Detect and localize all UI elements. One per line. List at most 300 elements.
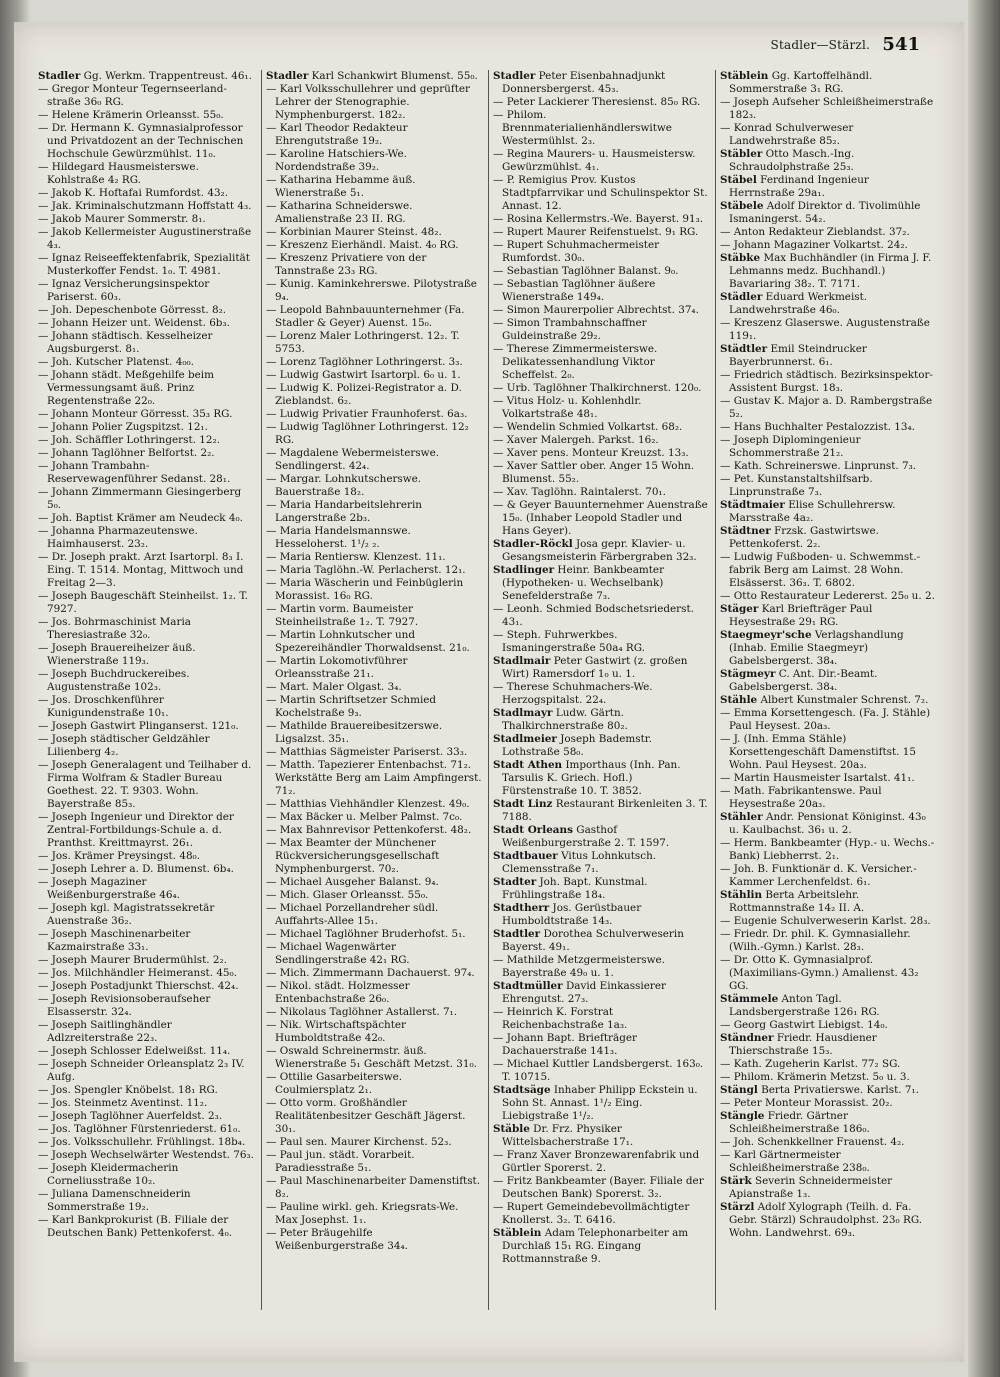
directory-entry [493, 798, 709, 824]
entry-text: — Jos. Volksschullehr. Frühlingst. 18b₄. [38, 1136, 246, 1148]
directory-entry [266, 980, 482, 1006]
directory-entry [38, 252, 255, 278]
directory-entry [493, 538, 709, 564]
entry-surname: Stäblein [493, 1227, 542, 1239]
entry-text: Adolf Direktor d. Tivolimühle Ismaningerst. 54₂. [729, 200, 921, 225]
entry-text: — Jakob Maurer Sommerstr. 8₁. [38, 213, 206, 225]
entry-text: — Dr. Joseph prakt. Arzt Isartorpl. 8₃ I. Eing. T. 1514. Montag, Mittwoch und Freitag 2—3. [38, 551, 244, 589]
entry-text: — Joseph Maurer Brudermühlst. 2₂. [38, 954, 227, 966]
directory-entry [720, 694, 936, 707]
directory-entry [38, 1214, 255, 1240]
directory-entry [720, 785, 936, 811]
entry-text: — Jak. Kriminalschutzmann Hoffstatt 4₃. [38, 200, 252, 212]
entry-surname: Stängle [720, 1110, 765, 1122]
entry-text: — Rosina Kellermstrs.-We. Bayerst. 91₃. [493, 213, 704, 225]
entry-text: Anton Tagl. Landsbergerstraße 126₁ RG. [729, 993, 880, 1018]
directory-entry [266, 551, 482, 564]
entry-text: — Joseph Brauereiheizer äuß. Wienerstraße 119₃. [38, 642, 196, 667]
entry-surname: Stadtsäge [493, 1084, 551, 1096]
entry-text: — Ludwig Fußboden- u. Schwemmst.-fabrik Berg am Laimst. 28 Wohn. Elsässerst. 36₃. T. 6802. [720, 551, 921, 589]
entry-surname: Stadlinger [493, 564, 555, 576]
directory-entry [493, 1123, 709, 1149]
entry-text: — Ottilie Gasarbeiterswe. Coulmiersplatz 2₁. [266, 1071, 403, 1096]
entry-text: — Ludwig Privatier Fraunhoferst. 6a₃. [266, 408, 468, 420]
entry-text: — Joseph Schlosser Edelweißst. 11₄. [38, 1045, 231, 1057]
entry-text: — Xaver Sattler ober. Anger 15 Wohn. Blumenst. 55₂. [493, 460, 695, 485]
entry-text: — Katharina Schneiderswe. Amalienstraße 23 II. RG. [266, 200, 413, 225]
directory-entry [720, 525, 936, 551]
entry-text: Gasthof Weißenburgerstraße 2. T. 1597. [502, 824, 670, 849]
directory-entry [38, 850, 255, 863]
entry-text: — Joseph Buchdruckereibes. Augustenstraße 102₃. [38, 668, 190, 693]
entry-surname: Stäbele [720, 200, 764, 212]
entry-text: Gg. Werkm. Trappentreust. 46₁. [83, 70, 252, 82]
entry-surname: Stadt Orleans [493, 824, 573, 836]
entry-text: — Johann Trambahn-Reservewagenführer Sedanst. 28₁. [38, 460, 231, 485]
directory-entry [720, 733, 936, 772]
entry-text: — Leopold Bahnbauunternehmer (Fa. Stadler & Geyer) Auenst. 15₀. [266, 304, 465, 329]
directory-entry [266, 70, 482, 83]
directory-entry [38, 876, 255, 902]
directory-entry [38, 1188, 255, 1214]
entry-text: — Fritz Bankbeamter (Bayer. Filiale der Deutschen Bank) Sporerst. 3₂. [493, 1175, 704, 1200]
entry-surname: Stadtbauer [493, 850, 558, 862]
entry-text: — Jos. Milchhändler Heimeranst. 45₀. [38, 967, 238, 979]
directory-entry [493, 213, 709, 226]
entry-surname: Stadtler [493, 928, 541, 940]
directory-entry [38, 1136, 255, 1149]
directory-entry [38, 1123, 255, 1136]
entry-text: — Anton Redakteur Zieblandst. 37₂. [720, 226, 910, 238]
directory-entry [38, 226, 255, 252]
directory-entry [720, 252, 936, 291]
entry-surname: Stadler [493, 70, 536, 82]
entry-text: — Regina Maurers- u. Hausmeistersw. Gewürzmühlst. 4₁. [493, 148, 696, 173]
entry-text: — Philom. Krämerin Metzst. 5₀ u. 3. [720, 1071, 910, 1083]
entry-text: — Joseph kgl. Magistratssekretär Auenstraße 36₂. [38, 902, 215, 927]
directory-entry [266, 499, 482, 525]
entry-text: — Peter Lackierer Theresienst. 85₀ RG. [493, 96, 701, 108]
directory-entry [266, 1045, 482, 1071]
directory-entry [266, 226, 482, 239]
directory-entry [38, 70, 255, 83]
directory-entry [720, 1136, 936, 1149]
directory-entry [720, 629, 936, 668]
directory-entry [493, 70, 709, 96]
entry-text: — Johann städt. Meßgehilfe beim Vermessungsamt äuß. Prinz Regentenstraße 22₀. [38, 369, 214, 407]
entry-text: Berta Privatierswe. Karlst. 7₁. [761, 1084, 919, 1096]
entry-text: — Gustav K. Major a. D. Rambergstraße 5₂. [720, 395, 933, 420]
directory-entry [38, 954, 255, 967]
directory-entry [266, 811, 482, 824]
entry-text: — Nikol. städt. Holzmesser Entenbachstraße 26₀. [266, 980, 410, 1005]
entry-text: — Jakob Kellermeister Augustinerstraße 4₃. [38, 226, 252, 251]
book-page-edge [968, 0, 1000, 1377]
entry-surname: Ständner [720, 1032, 774, 1044]
directory-entry [720, 148, 936, 174]
directory-entry [266, 525, 482, 551]
entry-text: Albert Kunstmaler Schrenst. 7₂. [760, 694, 929, 706]
entry-text: — Math. Fabrikantenswe. Paul Heysestraße 20a₃. [720, 785, 882, 810]
directory-entry [266, 239, 482, 252]
directory-entry [720, 1201, 936, 1240]
directory-entry [266, 824, 482, 837]
entry-text: — Joseph Wechselwärter Westendst. 76₃. [38, 1149, 254, 1161]
entry-text: — Magdalene Webermeisterswe. Sendlingerst. 42₄. [266, 447, 440, 472]
directory-entry [38, 460, 255, 486]
directory-entry [38, 122, 255, 161]
directory-columns [34, 70, 938, 1310]
entry-text: — Michael Taglöhner Bruderhofst. 5₁. [266, 928, 466, 940]
entry-text: — Joseph Maschinenarbeiter Kazmairstraße 33₁. [38, 928, 191, 953]
entry-surname: Stadt Athen [493, 759, 563, 771]
directory-entry [493, 1201, 709, 1227]
directory-entry [720, 707, 936, 733]
entry-text: Importhaus (Inh. Pan. Tarsulis K. Griech. Hofl.) Fürstenstraße 10. T. 3852. [502, 759, 681, 797]
directory-entry [38, 720, 255, 733]
directory-entry [38, 1045, 255, 1058]
entry-text: — Martin Lohnkutscher und Spezereihändler Thorwaldsenst. 21₀. [266, 629, 470, 654]
entry-text: Peter Eisenbahnadjunkt Donnersbergerst. 45₃. [502, 70, 666, 95]
entry-text: — Kreszenz Privatiere von der Tannstraße 23₃ RG. [266, 252, 427, 277]
directory-entry [266, 1071, 482, 1097]
entry-text: — Eugenie Schulverweserin Karlst. 28₃. [720, 915, 931, 927]
entry-text: — Joseph Postadjunkt Thierschst. 42₄. [38, 980, 239, 992]
directory-entry [38, 551, 255, 590]
directory-entry [38, 200, 255, 213]
directory-entry [266, 1006, 482, 1019]
directory-entry [38, 967, 255, 980]
directory-entry [266, 174, 482, 200]
entry-text: — Karoline Hatschiers-We. Nordendstraße 39₂. [266, 148, 407, 173]
directory-entry [720, 1071, 936, 1084]
directory-entry [493, 902, 709, 928]
entry-text: — Paul Maschinenarbeiter Damenstiftst. 8₂. [266, 1175, 481, 1200]
directory-entry [266, 356, 482, 369]
entry-text: — Urb. Taglöhner Thalkirchnerst. 120₀. [493, 382, 702, 394]
directory-entry [38, 1097, 255, 1110]
directory-column-4 [715, 70, 936, 1310]
directory-column-1 [34, 70, 255, 1310]
entry-text: — Hans Buchhalter Pestalozzist. 13₄. [720, 421, 915, 433]
directory-entry [720, 226, 936, 239]
entry-text: — Otto Restaurateur Ledererst. 25₀ u. 2. [720, 590, 935, 602]
entry-text: — Korbinian Maurer Steinst. 48₂. [266, 226, 442, 238]
entry-text: — Karl Theodor Redakteur Ehrengutstraße 19₂. [266, 122, 408, 147]
entry-text: — Max Bäcker u. Melber Palmst. 7c₀. [266, 811, 463, 823]
directory-entry [266, 655, 482, 681]
directory-entry [266, 1149, 482, 1175]
directory-entry [266, 1019, 482, 1045]
directory-entry [493, 564, 709, 603]
entry-text: Joseph Bademstr. Lothstraße 58₀. [502, 733, 652, 758]
entry-text: — Pet. Kunstanstaltshilfsarb. Linprunstraße 7₃. [720, 473, 873, 498]
directory-entry [266, 603, 482, 629]
entry-text: Severin Schneidermeister Apianstraße 1₃. [729, 1175, 893, 1200]
entry-text: — Juliana Damenschneiderin Sommerstraße 19₂. [38, 1188, 191, 1213]
entry-text: Friedr. Hausdiener Thierschstraße 15₃. [729, 1032, 877, 1057]
directory-entry [493, 681, 709, 707]
directory-entry [266, 577, 482, 603]
directory-entry [38, 1058, 255, 1084]
entry-surname: Städtler [720, 343, 768, 355]
entry-text: — Joh. B. Funktionär d. K. Versicher.-Kammer Lerchenfeldst. 6₁. [720, 863, 917, 888]
directory-entry [720, 1110, 936, 1136]
entry-text: — Michael Porzellandreher südl. Auffahrts-Allee 15₁. [266, 902, 439, 927]
entry-surname: Stadler [38, 70, 81, 82]
entry-text: — Peter Bräugehilfe Weißenburgerstraße 34₄. [266, 1227, 408, 1252]
directory-entry [493, 655, 709, 681]
directory-entry [720, 590, 936, 603]
directory-entry [493, 707, 709, 733]
directory-entry [493, 850, 709, 876]
directory-entry [266, 278, 482, 304]
directory-entry [493, 1149, 709, 1175]
directory-entry [493, 928, 709, 954]
directory-entry [720, 1032, 936, 1058]
entry-text: — Mich. Glaser Orleansst. 55₀. [266, 889, 429, 901]
directory-entry [720, 200, 936, 226]
entry-text: — Simon Maurerpolier Albrechtst. 37₄. [493, 304, 699, 316]
entry-text: — Pauline wirkl. geh. Kriegsrats-We. Max Josephst. 1₁. [266, 1201, 459, 1226]
entry-text: Ferdinand Ingenieur Herrnstraße 29a₁. [729, 174, 869, 199]
directory-entry [38, 421, 255, 434]
directory-entry [720, 395, 936, 421]
directory-entry [493, 1175, 709, 1201]
directory-entry [38, 733, 255, 759]
entry-text: — Johann Bapt. Briefträger Dachauerstraße 141₃. [493, 1032, 637, 1057]
directory-entry [266, 759, 482, 798]
entry-surname: Stärzl [720, 1201, 755, 1213]
entry-text: — Joseph Magaziner Weißenburgerstraße 46₄. [38, 876, 180, 901]
directory-entry [38, 1084, 255, 1097]
entry-text: — & Geyer Bauunternehmer Auenstraße 15₀. (Inhaber Leopold Stadler und Hans Geyer). [493, 499, 708, 537]
directory-entry [266, 1175, 482, 1201]
directory-entry [38, 1019, 255, 1045]
entry-text: — Joseph Baugeschäft Steinheilst. 1₂. T. 7927. [38, 590, 249, 615]
entry-text: — Joseph Generalagent und Teilhaber d. Firma Wolfram & Stadler Bureau Goethest. 22. T. 9303. Wohn. Bayerstraße 85₃. [38, 759, 252, 810]
directory-entry [720, 122, 936, 148]
directory-entry [266, 1227, 482, 1253]
directory-entry [493, 278, 709, 304]
entry-text: Berta Arbeitslehr. Rottmannstraße 14₂ II. A. [729, 889, 865, 914]
directory-entry [493, 1058, 709, 1084]
directory-entry [493, 1006, 709, 1032]
entry-text: — Johann städtisch. Kesselheizer Augsburgerst. 8₁. [38, 330, 213, 355]
page-number: 541 [882, 34, 920, 55]
entry-text: — Joseph Taglöhner Auerfeldst. 2₃. [38, 1110, 223, 1122]
directory-entry [38, 356, 255, 369]
directory-entry [38, 642, 255, 668]
directory-entry [720, 369, 936, 395]
directory-entry [38, 863, 255, 876]
directory-entry [38, 187, 255, 200]
entry-text: — Karl Bankprokurist (B. Filiale der Deutschen Bank) Pettenkoferst. 4₀. [38, 1214, 233, 1239]
entry-text: — Helene Krämerin Orleansst. 55₀. [38, 109, 224, 121]
entry-text: Max Buchhändler (in Firma J. F. Lehmanns medz. Buchhandl.) Bavariaring 38₂. T. 7171. [729, 252, 932, 290]
entry-text: — Joh. Baptist Krämer am Neudeck 4₀. [38, 512, 243, 524]
directory-entry [266, 369, 482, 382]
directory-entry [38, 486, 255, 512]
entry-surname: Stadlmeier [493, 733, 557, 745]
directory-entry [38, 668, 255, 694]
entry-text: — Dr. Hermann K. Gymnasialprofessor und Privatdozent an der Technischen Hochschule Gewürzmühlst. 11₀. [38, 122, 244, 160]
directory-entry [266, 408, 482, 421]
directory-entry [38, 161, 255, 187]
directory-entry [493, 824, 709, 850]
directory-entry [493, 434, 709, 447]
entry-text: — Johann Taglöhner Belfortst. 2₂. [38, 447, 215, 459]
directory-entry [720, 1019, 936, 1032]
entry-text: Dr. Frz. Physiker Wittelsbacherstraße 17₁. [502, 1123, 634, 1148]
entry-text: — Lorenz Maler Lothringerst. 12₂. T. 5753. [266, 330, 460, 355]
entry-text: — Kath. Zugeherin Karlst. 77₂ SG. [720, 1058, 901, 1070]
directory-entry [493, 759, 709, 798]
directory-entry [720, 239, 936, 252]
entry-text: — Johann Monteur Görresst. 35₃ RG. [38, 408, 233, 420]
entry-text: — Michael Ausgeher Balanst. 9₄. [266, 876, 439, 888]
entry-surname: Stadt Linz [493, 798, 553, 810]
directory-entry [266, 837, 482, 876]
entry-text: — Emma Korsettengesch. (Fa. J. Stähle) Paul Heysest. 20a₃. [720, 707, 931, 732]
entry-text: — Ludwig K. Polizei-Registrator a. D. Zieblandst. 6₂. [266, 382, 462, 407]
directory-entry [720, 1058, 936, 1071]
entry-text: — Konrad Schulverweser Landwehrstraße 85₂. [720, 122, 854, 147]
directory-entry [493, 96, 709, 109]
directory-entry [493, 109, 709, 148]
entry-text: — Matthias Sägmeister Pariserst. 33₃. [266, 746, 468, 758]
entry-text: — Rupert Schuhmachermeister Rumfordst. 30₀. [493, 239, 660, 264]
entry-text: C. Ant. Dir.-Beamt. Gabelsbergerst. 38₄. [729, 668, 878, 693]
directory-entry [266, 382, 482, 408]
entry-text: — Johann Polier Zugspitzst. 12₁. [38, 421, 208, 433]
directory-entry [720, 889, 936, 915]
entry-text: — Ignaz Reiseeffektenfabrik, Spezialität Musterkoffer Fendst. 1₀. T. 4981. [38, 252, 250, 277]
entry-surname: Stägmeyr [720, 668, 776, 680]
entry-text: — Jos. Taglöhner Fürstenriederst. 61₀. [38, 1123, 241, 1135]
entry-text: Otto Masch.-Ing. Schraudolphstraße 25₃. [729, 148, 855, 173]
entry-text: — Joseph Ingenieur und Direktor der Zentral-Fortbildungs-Schule a. d. Pranthst. Kreittmayrst. 26₁. [38, 811, 234, 849]
entry-text: — Maria Handarbeitslehrerin Langerstraße 2b₃. [266, 499, 422, 524]
entry-text: — Maria Taglöhn.-W. Perlacherst. 12₁. [266, 564, 466, 576]
entry-surname: Stäbke [720, 252, 761, 264]
entry-surname: Stadler-Röckl [493, 538, 573, 550]
entry-text: — Peter Monteur Morassist. 20₂. [720, 1097, 893, 1109]
directory-entry [266, 473, 482, 499]
entry-text: — Vitus Holz- u. Kohlenhdlr. Volkartstraße 48₁. [493, 395, 642, 420]
directory-entry [493, 1227, 709, 1266]
directory-entry [266, 694, 482, 720]
entry-text: — Xaver pens. Monteur Kreuzst. 13₃. [493, 447, 689, 459]
directory-entry [720, 915, 936, 928]
entry-text: — Kreszenz Glaserswe. Augustenstraße 119₁. [720, 317, 930, 342]
entry-text: — Kreszenz Eierhändl. Maist. 4₀ RG. [266, 239, 459, 251]
entry-surname: Stäbler [720, 148, 763, 160]
directory-entry [38, 759, 255, 811]
directory-entry [493, 226, 709, 239]
directory-entry [38, 304, 255, 317]
directory-entry [266, 720, 482, 746]
entry-text: — Xav. Taglöhn. Raintalerst. 70₁. [493, 486, 666, 498]
directory-entry [38, 616, 255, 642]
directory-entry [720, 1097, 936, 1110]
entry-surname: Städtner [720, 525, 771, 537]
entry-text: — Maria Wäscherin und Feinbüglerin Morassist. 16₀ RG. [266, 577, 464, 602]
entry-text: — Paul jun. städt. Vorarbeit. Paradiesstraße 5₁. [266, 1149, 415, 1174]
entry-text: — Maria Handelsmannswe. Hesseloherst. 1¹/₂ ₂. [266, 525, 411, 550]
directory-entry [720, 421, 936, 434]
directory-entry [493, 1084, 709, 1123]
entry-text: — Joseph Schneider Orleansplatz 2₃ IV. Aufg. [38, 1058, 245, 1083]
directory-entry [266, 122, 482, 148]
directory-entry [38, 928, 255, 954]
directory-entry [493, 447, 709, 460]
directory-entry [38, 512, 255, 525]
entry-text: — Martin Hausmeister Isartalst. 41₁. [720, 772, 915, 784]
directory-entry [38, 408, 255, 421]
entry-text: Elise Schullehrersw. Marsstraße 4a₂. [729, 499, 896, 524]
directory-entry [493, 148, 709, 174]
directory-entry [493, 876, 709, 902]
directory-entry [38, 213, 255, 226]
directory-entry [720, 70, 936, 96]
directory-entry [493, 603, 709, 629]
directory-entry [720, 460, 936, 473]
directory-entry [266, 148, 482, 174]
directory-entry [493, 174, 709, 213]
directory-entry [266, 941, 482, 967]
entry-text: — P. Remigius Prov. Kustos Stadtpfarrvikar und Schulinspektor St. Annast. 12. [493, 174, 708, 212]
entry-text: Josa gepr. Klavier- u. Gesangsmeisterin Färbergraben 32₃. [502, 538, 697, 563]
entry-text: — Joseph Diplomingenieur Schommerstraße 21₂. [720, 434, 861, 459]
directory-entry [493, 629, 709, 655]
entry-text: — Nikolaus Taglöhner Astallerst. 7₁. [266, 1006, 458, 1018]
entry-text: — Michael Wagenwärter Sendlingerstraße 42₁ RG. [266, 941, 410, 966]
entry-text: — Joh. Kutscher Platenst. 4₀₀. [38, 356, 194, 368]
directory-entry [266, 681, 482, 694]
directory-entry [38, 447, 255, 460]
entry-text: — Joseph städtischer Geldzähler Lilienberg 4₂. [38, 733, 210, 758]
entry-text: — Joh. Schenkkellner Frauenst. 4₂. [720, 1136, 905, 1148]
directory-entry [493, 239, 709, 265]
directory-entry [720, 499, 936, 525]
directory-column-3 [488, 70, 709, 1310]
directory-entry [493, 265, 709, 278]
directory-entry [266, 629, 482, 655]
entry-surname: Stäblein [720, 70, 769, 82]
directory-entry [266, 928, 482, 941]
entry-text: Heinr. Bankbeamter (Hypotheken- u. Wechselbank) Senefelderstraße 7₃. [502, 564, 665, 602]
directory-entry [720, 993, 936, 1019]
directory-entry [266, 1136, 482, 1149]
directory-entry [266, 330, 482, 356]
entry-text: — Ludwig Taglöhner Lothringerst. 12₂ RG. [266, 421, 469, 446]
entry-text: Ludw. Gärtn. Thalkirchnerstraße 80₂. [502, 707, 628, 732]
entry-text: — Rupert Maurer Reifenstuelst. 9₁ RG. [493, 226, 699, 238]
entry-surname: Stäbel [720, 174, 757, 186]
entry-text: — Sebastian Taglöhner äußere Wienerstraße 149₄. [493, 278, 656, 303]
directory-entry [720, 434, 936, 460]
directory-entry [493, 304, 709, 317]
entry-text: — Mich. Zimmermann Dachauerst. 97₄. [266, 967, 475, 979]
directory-entry [38, 330, 255, 356]
entry-text: Karl Briefträger Paul Heysestraße 29₁ RG. [729, 603, 873, 628]
entry-text: — Mathilde Metzgermeisterswe. Bayerstraße 49₀ u. 1. [493, 954, 665, 979]
entry-text: — Jakob K. Hoftafai Rumfordst. 43₂. [38, 187, 229, 199]
entry-surname: Stäble [493, 1123, 530, 1135]
directory-entry [38, 993, 255, 1019]
directory-entry [720, 603, 936, 629]
